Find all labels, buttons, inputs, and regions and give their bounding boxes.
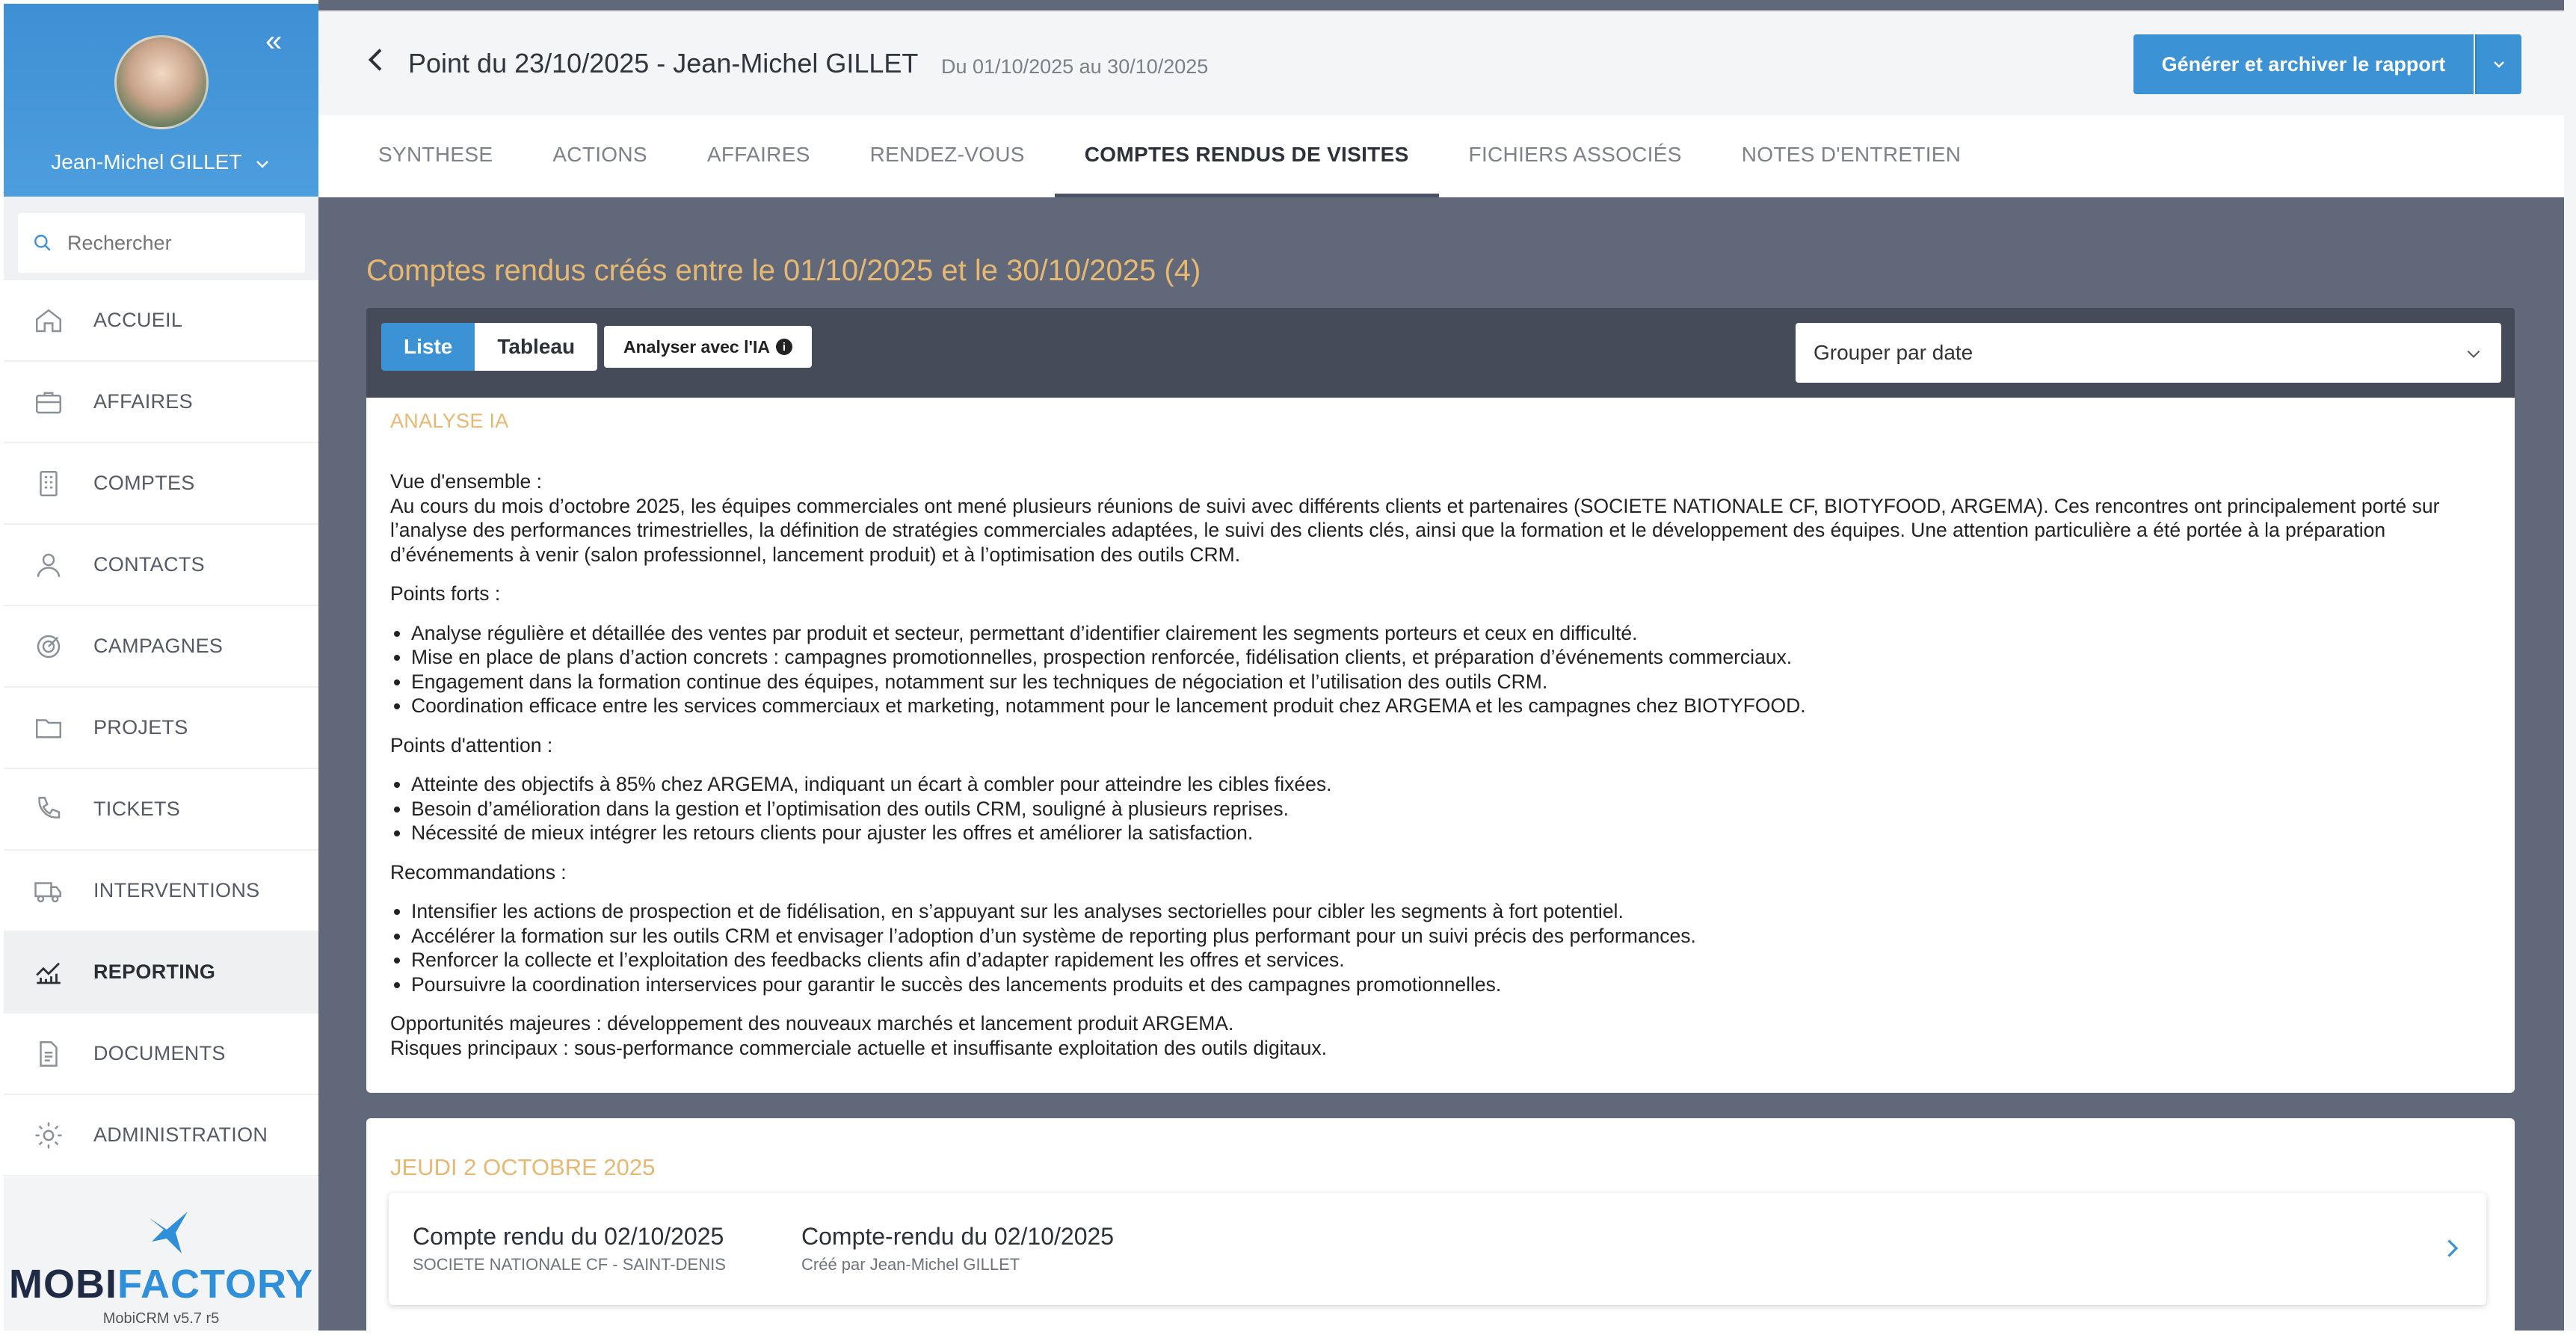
sidebar-item-affaires[interactable] [4,362,318,443]
attention-list [390,772,2462,845]
list-item: • Accélérer la formation sur les outils CRM et envisager l’adoption d’un système de reporting plus performant pour un suivi précis des performances. [411,924,2462,949]
analyze-ai-label: Analyser avec l'IA [623,336,770,357]
report-account: SOCIETE NATIONALE CF - SAINT-DENIS [413,1255,726,1274]
search-box[interactable] [18,213,305,273]
sidebar-item-comptes[interactable] [4,443,318,525]
group-by-select[interactable] [1796,323,2501,383]
sidebar-item-campagnes[interactable] [4,606,318,688]
tab-notes[interactable]: NOTES D'ENTRETIEN [1741,143,1962,166]
sidebar-item-documents[interactable] [4,1014,318,1095]
phone-icon [32,793,65,826]
tab-comptes-rendus[interactable]: COMPTES RENDUS DE VISITES [1055,115,1439,197]
list-item: • Intensifier les actions de prospection et de fidélisation, en s’appuyant sur les analyses sectorielles pour cibler les segments à fort potentiel. [411,899,2462,924]
document-icon [32,1038,65,1070]
list-item: • Besoin d’amélioration dans la gestion et l’optimisation des outils CRM, souligné à plusieurs reprises. [411,797,2462,821]
sidebar-item-interventions[interactable] [4,851,318,932]
analyze-ai-button[interactable] [604,326,812,368]
tab-actions[interactable]: ACTIONS [552,143,647,166]
list-toolbar [366,308,2515,398]
sidebar-item-label: ACCUEIL [93,309,183,331]
brand-footer [4,1177,318,1331]
collapse-sidebar-icon[interactable]: « [265,25,283,58]
view-table-button[interactable]: Tableau [475,323,597,371]
search-area [4,197,318,280]
sidebar-item-tickets[interactable] [4,769,318,851]
bird-logo-icon [137,1203,197,1262]
main-area [318,0,2564,1331]
building-icon [32,467,65,500]
home-icon [32,304,65,337]
brand-logo-part1: MOBI [8,1262,117,1307]
sidebar-item-administration[interactable] [4,1095,318,1177]
tab-fichiers[interactable]: FICHIERS ASSOCIÉS [1468,143,1682,166]
list-item: • Atteinte des objectifs à 85% chez ARGEMA, indiquant un écart à combler pour atteindre les cibles fixées. [411,772,2462,797]
overview-text: Au cours du mois d’octobre 2025, les équipes commerciales ont mené plusieurs réunions de suivi avec différents clients et partenaires (SOCIETE NATIONALE CF, BIOTYFOOD, ARGEMA). Ces rencontres ont principalement porté sur l’analyse des performances trimestrielles, la définition de stratégies commerciales adaptées, le suivi des clients clés, ainsi que la formation et le développement des équipes. Une attention particulière a été portée à la préparation d’événements à venir (salon professionnel, lancement produit) et à l’optimisation des outils CRM. [390,494,2440,566]
report-row[interactable] [389,1193,2486,1305]
search-icon [33,233,52,253]
sidebar-item-label: ADMINISTRATION [93,1123,268,1146]
list-item: • Renforcer la collecte et l’exploitation des feedbacks clients afin d’adapter rapidement les offres et services. [411,948,2462,972]
window-edge [2564,0,2576,1331]
sidebar-item-projets[interactable] [4,688,318,769]
sidebar-item-label: INTERVENTIONS [93,879,260,901]
tab-bar [318,115,2564,197]
ai-analysis-label: ANALYSE IA [390,410,509,432]
sidebar-item-contacts[interactable] [4,525,318,606]
chevron-down-icon [253,155,271,173]
section-title: Comptes rendus créés entre le 01/10/2025 et le 30/10/2025 (4) [366,254,1201,287]
sidebar [4,4,318,1331]
user-menu[interactable] [4,150,318,174]
sidebar-nav [4,280,318,1177]
sidebar-item-label: DOCUMENTS [93,1042,226,1064]
attention-title: Points d'attention : [390,733,553,756]
avatar[interactable] [114,35,209,129]
ai-analysis-card [366,398,2515,1093]
generate-report-button[interactable]: Générer et archiver le rapport [2133,34,2474,94]
gear-icon [32,1119,65,1152]
chevron-down-icon [2490,55,2508,73]
list-item: • Coordination efficace entre les services commerciaux et marketing, notamment pour le lancement produit chez ARGEMA et les campagnes chez BIOTYFOOD. [411,694,2462,718]
briefcase-icon [32,386,65,419]
tab-synthese[interactable]: SYNTHESE [378,143,493,166]
group-by-value: Grouper par date [1814,341,1973,364]
strengths-title: Points forts : [390,582,501,605]
sidebar-item-label: REPORTING [93,961,216,983]
page-title: Point du 23/10/2025 - Jean-Michel GILLET [408,48,919,78]
report-group-card [366,1118,2515,1335]
user-name: Jean-Michel GILLET [51,150,241,173]
report-subject: Compte-rendu du 02/10/2025 [801,1223,1115,1250]
report-subject-info [801,1223,1114,1274]
brand-logo-part2: FACTORY [117,1262,314,1307]
sidebar-item-label: TICKETS [93,798,181,820]
profile-header [4,4,318,197]
group-date-heading: JEUDI 2 OCTOBRE 2025 [390,1154,656,1180]
view-list-button[interactable]: Liste [381,323,475,371]
app-version: MobiCRM v5.7 r5 [102,1310,220,1327]
chevron-down-icon [2464,344,2483,363]
back-arrow-icon[interactable] [362,45,392,75]
overview-title: Vue d'ensemble : [390,470,542,493]
view-toggle [381,323,597,371]
strengths-list [390,621,2462,718]
report-main-info [413,1223,726,1274]
brand-logo [4,1261,318,1307]
sidebar-item-label: CAMPAGNES [93,635,224,657]
ai-analysis-body [390,469,2462,1060]
list-item: • Nécessité de mieux intégrer les retours clients pour ajuster les offres et améliorer la satisfaction. [411,821,2462,845]
reco-list [390,899,2462,996]
report-title: Compte rendu du 02/10/2025 [413,1223,724,1250]
top-bar [318,10,2564,115]
search-input[interactable] [66,231,290,256]
sidebar-item-reporting[interactable] [4,932,318,1014]
chart-icon [32,956,65,989]
person-icon [32,549,65,582]
sidebar-item-label: COMPTES [93,472,195,494]
truck-icon [32,875,65,907]
opportunities-text: Opportunités majeures : développement des nouveaux marchés et lancement produit ARGEMA. [390,1012,1234,1035]
folder-icon [32,712,65,744]
tab-rendez-vous[interactable]: RENDEZ-VOUS [869,143,1025,166]
target-icon [32,630,65,663]
sidebar-item-label: AFFAIRES [93,390,193,413]
chevron-right-icon[interactable] [2438,1235,2465,1262]
report-author: Créé par Jean-Michel GILLET [801,1255,1020,1274]
sidebar-item-accueil[interactable] [4,280,318,362]
list-item: • Engagement dans la formation continue des équipes, notamment sur les techniques de négociation et l’utilisation des outils CRM. [411,670,2462,694]
info-icon: i [776,339,792,355]
sidebar-item-label: CONTACTS [93,553,205,576]
reco-title: Recommandations : [390,860,567,884]
list-item: • Poursuivre la coordination interservices pour garantir le succès des lancements produits et des campagnes promotionnelles. [411,972,2462,997]
risks-text: Risques principaux : sous-performance commerciale actuelle et insuffisante exploitation des outils digitaux. [390,1036,1328,1059]
list-item: • Analyse régulière et détaillée des ventes par produit et secteur, permettant d’identifier clairement les segments porteurs et ceux en difficulté. [411,621,2462,646]
generate-options-button[interactable] [2475,34,2521,94]
page-period: Du 01/10/2025 au 30/10/2025 [941,55,1209,78]
tab-affaires[interactable]: AFFAIRES [706,143,810,166]
sidebar-item-label: PROJETS [93,716,188,739]
list-item: • Mise en place de plans d’action concrets : campagnes promotionnelles, prospection renforcée, fidélisation clients, et préparation d’événements commerciaux. [411,645,2462,670]
